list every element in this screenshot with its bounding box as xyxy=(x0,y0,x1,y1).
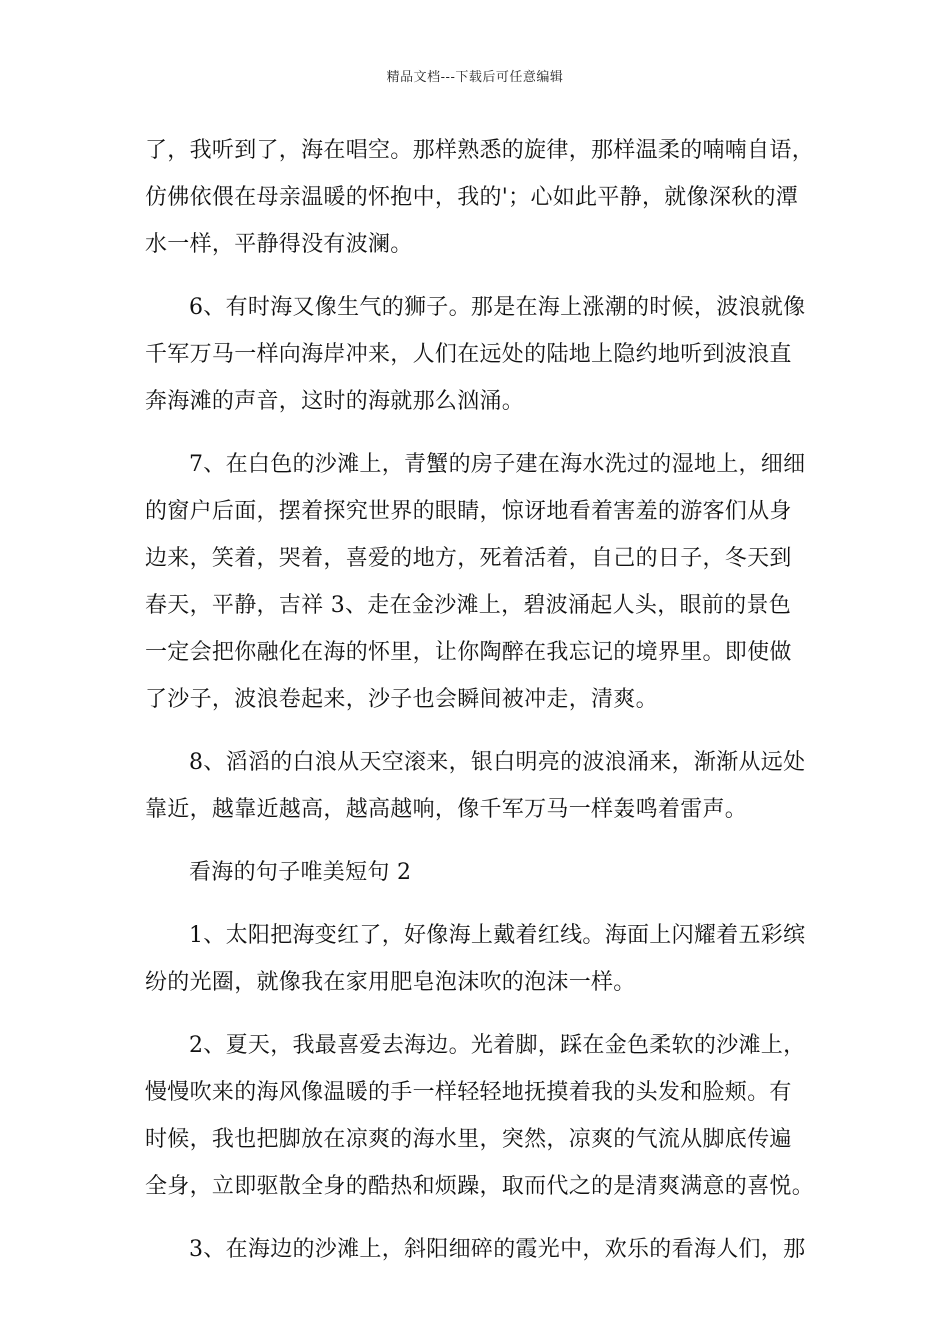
section-heading: 看海的句子唯美短句 2 xyxy=(189,860,412,885)
text-line: 春天，平静，吉祥 3、走在金沙滩上，碧波涌起人头，眼前的景色 xyxy=(145,593,791,618)
paragraph-3-line: 3、在海边的沙滩上，斜阳细碎的霞光中，欢乐的看海人们，那 xyxy=(189,1237,806,1262)
paragraph-7-line: 7、在白色的沙滩上，青蟹的房子建在海水洗过的湿地上，细细 xyxy=(189,452,806,477)
paragraph-6-line: 6、有时海又像生气的狮子。那是在海上涨潮的时候，波浪就像 xyxy=(189,295,806,320)
text-line: 仿佛依偎在母亲温暖的怀抱中，我的'；心如此平静，就像深秋的潭 xyxy=(145,185,799,210)
text-line: 一定会把你融化在海的怀里，让你陶醉在我忘记的境界里。即使做 xyxy=(145,640,792,665)
text-line: 千军万马一样向海岸冲来，人们在远处的陆地上隐约地听到波浪直 xyxy=(145,342,792,367)
paragraph-1-line: 1、太阳把海变红了，好像海上戴着红线。海面上闪耀着五彩缤 xyxy=(189,923,806,948)
text-line: 靠近，越靠近越高，越高越响，像千军万马一样轰鸣着雷声。 xyxy=(145,797,748,822)
text-line: 边来，笑着，哭着，喜爱的地方，死着活着，自己的日子，冬天到 xyxy=(145,546,792,571)
paragraph-8-line: 8、滔滔的白浪从天空滚来，银白明亮的波浪涌来，渐渐从远处 xyxy=(189,750,806,775)
text-line: 慢慢吹来的海风像温暖的手一样轻轻地抚摸着我的头发和脸颊。有 xyxy=(145,1080,792,1105)
text-line: 纷的光圈，就像我在家用肥皂泡沫吹的泡沫一样。 xyxy=(145,970,636,995)
text-line: 全身，立即驱散全身的酷热和烦躁，取而代之的是清爽满意的喜悦。 xyxy=(145,1174,815,1199)
text-line: 时候，我也把脚放在凉爽的海水里，突然，凉爽的气流从脚底传遍 xyxy=(145,1127,792,1152)
page-header: 精品文档---下载后可任意编辑 xyxy=(386,70,564,85)
text-line: 奔海滩的声音，这时的海就那么汹涌。 xyxy=(145,389,525,414)
text-line: 水一样，平静得没有波澜。 xyxy=(145,232,413,257)
text-line: 了，我听到了，海在唱空。那样熟悉的旋律，那样温柔的喃喃自语， xyxy=(145,138,815,163)
text-line: 的窗户后面，摆着探究世界的眼睛，惊讶地看着害羞的游客们从身 xyxy=(145,499,792,524)
paragraph-2-line: 2、夏天，我最喜爱去海边。光着脚，踩在金色柔软的沙滩上， xyxy=(189,1033,806,1058)
document-body xyxy=(145,127,815,1273)
text-line: 了沙子，波浪卷起来，沙子也会瞬间被冲走，清爽。 xyxy=(145,687,658,712)
